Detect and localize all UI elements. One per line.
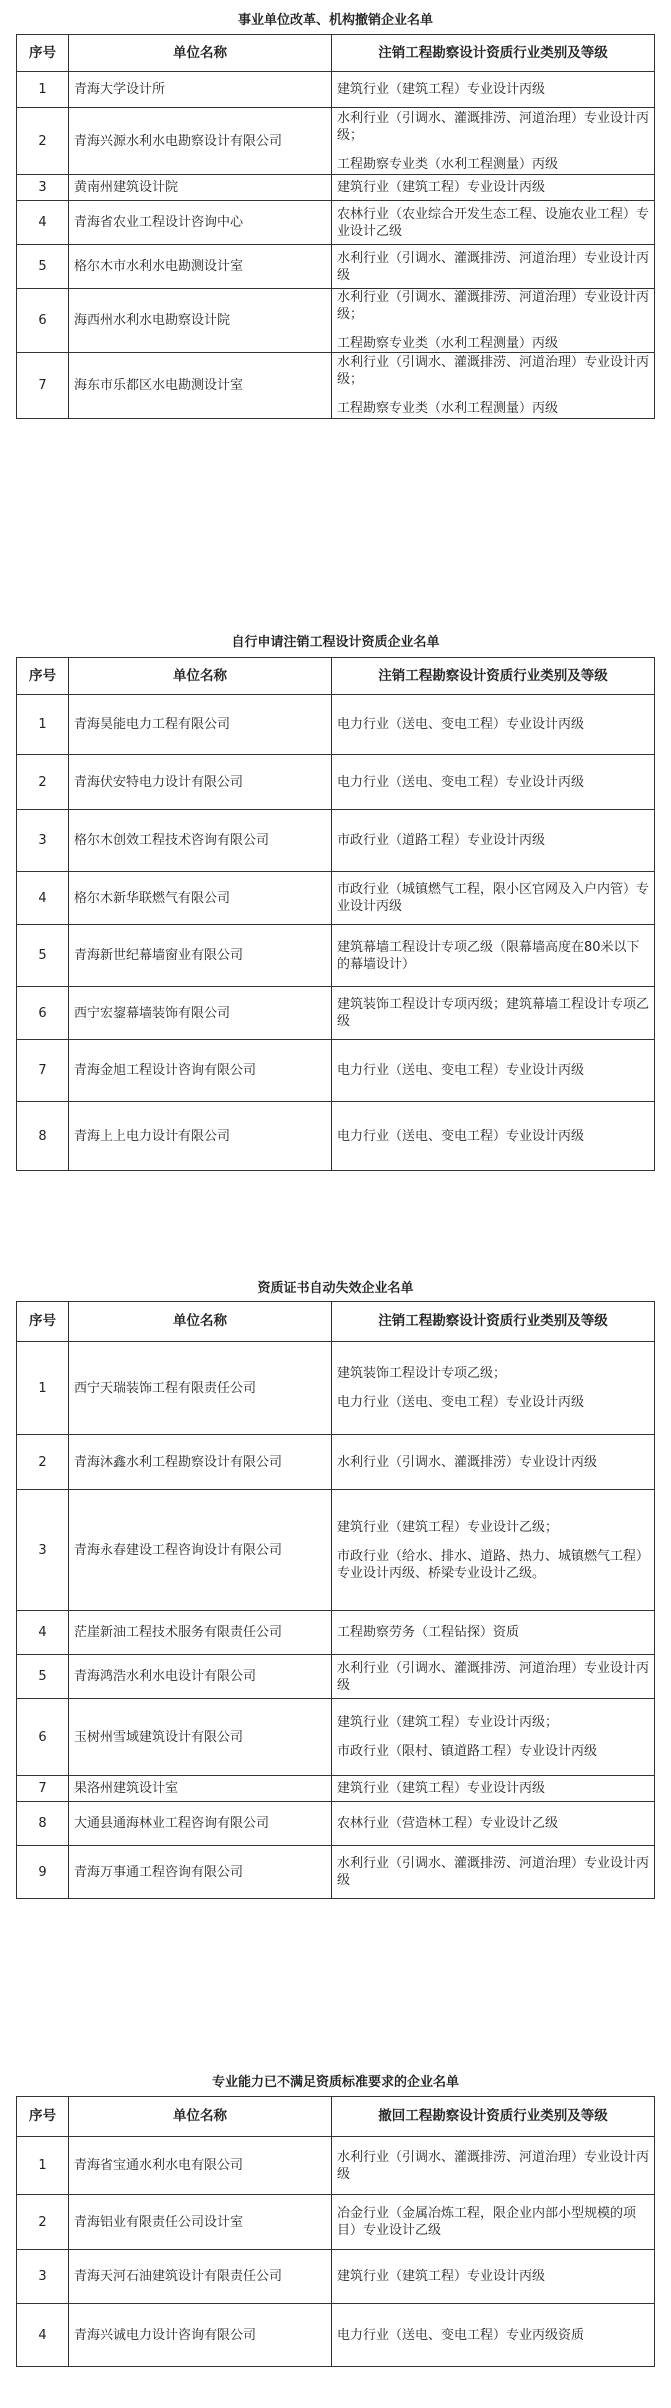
section-title: 资质证书自动失效企业名单 [257,1281,414,1296]
table-row [17,2137,655,2195]
table-row [17,201,655,245]
header-name: 单位名称 [69,2097,332,2137]
row-name: 大通县通海林业工程咨询有限公司 [69,1802,332,1846]
row-name: 青海省宝通水利水电有限公司 [69,2137,332,2195]
header-category: 注销工程勘察设计资质行业类别及等级 [332,35,655,72]
table-row [17,1342,655,1435]
row-category: 水利行业（引调水、灌溉排涝、河道治理）专业设计丙级 [332,1846,655,1899]
table-3 [16,1301,655,1899]
table-2 [16,657,655,1171]
row-no: 1 [17,695,69,755]
row-category: 市政行业（道路工程）专业设计丙级 [332,810,655,872]
table-row [17,1802,655,1846]
section-2 [0,635,671,651]
table-1 [16,34,655,419]
table-row [17,1776,655,1802]
row-category: 电力行业（送电、变电工程）专业设计丙级 [332,1102,655,1171]
row-category: 水利行业（引调水、灌溉排涝、河道治理）专业设计丙级； 工程勘察专业类（水利工程测量）丙级 [332,353,655,419]
row-no: 3 [17,175,69,201]
row-category: 冶金行业（金属冶炼工程，限企业内部小型规模的项目）专业设计乙级 [332,2195,655,2250]
row-category: 建筑装饰工程设计专项丙级；建筑幕墙工程设计专项乙级 [332,987,655,1040]
row-name: 果洛州建筑设计室 [69,1776,332,1802]
table-row [17,175,655,201]
table-row [17,1040,655,1102]
row-no: 1 [17,1342,69,1435]
row-name: 青海天河石油建筑设计有限责任公司 [69,2250,332,2304]
row-category: 建筑装饰工程设计专项乙级； 电力行业（送电、变电工程）专业设计丙级 [332,1342,655,1435]
row-no: 5 [17,925,69,987]
table-row [17,245,655,289]
row-no: 2 [17,1435,69,1490]
table-row [17,353,655,419]
row-name: 黄南州建筑设计院 [69,175,332,201]
row-name: 青海永春建设工程咨询设计有限公司 [69,1490,332,1611]
header-category: 撤回工程勘察设计资质行业类别及等级 [332,2097,655,2137]
row-no: 4 [17,201,69,245]
table-row [17,2250,655,2304]
row-category: 水利行业（引调水、灌溉排涝、河道治理）专业设计丙级； 工程勘察专业类（水利工程测量）丙级 [332,289,655,353]
table-row [17,289,655,353]
table-row [17,1655,655,1699]
row-category: 水利行业（引调水、灌溉排涝、河道治理）专业设计丙级； 工程勘察专业类（水利工程测量）丙级 [332,108,655,175]
row-no: 3 [17,2250,69,2304]
row-no: 8 [17,1102,69,1171]
row-no: 4 [17,1611,69,1655]
table-row [17,2304,655,2367]
table-row [17,1102,655,1171]
row-category: 水利行业（引调水、灌溉排涝、河道治理）专业设计丙级 [332,245,655,289]
header-name: 单位名称 [69,658,332,695]
row-category: 水利行业（引调水、灌溉排涝、河道治理）专业设计丙级 [332,2137,655,2195]
table-row [17,925,655,987]
row-no: 9 [17,1846,69,1899]
header-no: 序号 [17,2097,69,2137]
section-title: 专业能力已不满足资质标准要求的企业名单 [211,2075,459,2090]
header-no: 序号 [17,35,69,72]
row-name: 青海沐鑫水利工程勘察设计有限公司 [69,1435,332,1490]
header-no: 序号 [17,658,69,695]
section-title: 事业单位改革、机构撤销企业名单 [237,13,433,28]
row-no: 3 [17,810,69,872]
row-name: 格尔木创效工程技术咨询有限公司 [69,810,332,872]
row-category: 市政行业（城镇燃气工程，限小区官网及入户内管）专业设计丙级 [332,872,655,925]
row-category: 建筑行业（建筑工程）专业设计丙级 [332,175,655,201]
row-category: 电力行业（送电、变电工程）专业设计丙级 [332,755,655,810]
row-name: 青海大学设计所 [69,72,332,108]
row-name: 青海伏安特电力设计有限公司 [69,755,332,810]
row-category: 工程勘察劳务（工程钻探）资质 [332,1611,655,1655]
row-name: 青海新世纪幕墙窗业有限公司 [69,925,332,987]
row-no: 2 [17,2195,69,2250]
row-name: 西宁天瑞装饰工程有限责任公司 [69,1342,332,1435]
row-no: 5 [17,1655,69,1699]
row-category: 水利行业（引调水、灌溉排涝、河道治理）专业设计丙级 [332,1655,655,1699]
table-row [17,1699,655,1776]
row-no: 7 [17,353,69,419]
section-3 [0,1281,671,1297]
row-category: 建筑行业（建筑工程）专业设计丙级； 市政行业（限村、镇道路工程）专业设计丙级 [332,1699,655,1776]
section-4 [0,2075,671,2091]
row-name: 海西州水利水电勘察设计院 [69,289,332,353]
table-row [17,755,655,810]
row-name: 青海金旭工程设计咨询有限公司 [69,1040,332,1102]
header-category: 注销工程勘察设计资质行业类别及等级 [332,658,655,695]
row-category: 电力行业（送电、变电工程）专业设计丙级 [332,1040,655,1102]
header-name: 单位名称 [69,1302,332,1342]
table-row [17,987,655,1040]
row-name: 青海兴诚电力设计咨询有限公司 [69,2304,332,2367]
table-4 [16,2096,655,2367]
table-row [17,108,655,175]
table-row [17,1435,655,1490]
section-title: 自行申请注销工程设计资质企业名单 [231,635,440,650]
row-no: 7 [17,1776,69,1802]
row-name: 玉树州雪域建筑设计有限公司 [69,1699,332,1776]
row-category: 农林行业（农业综合开发生态工程、设施农业工程）专业设计乙级 [332,201,655,245]
row-name: 青海鸿浩水利水电设计有限公司 [69,1655,332,1699]
header-name: 单位名称 [69,35,332,72]
table-row [17,810,655,872]
row-name: 西宁宏鋆幕墙装饰有限公司 [69,987,332,1040]
row-category: 电力行业（送电、变电工程）专业丙级资质 [332,2304,655,2367]
row-category: 农林行业（营造林工程）专业设计乙级 [332,1802,655,1846]
table-row [17,72,655,108]
row-name: 青海昊能电力工程有限公司 [69,695,332,755]
section-1 [0,13,671,29]
row-name: 青海铝业有限责任公司设计室 [69,2195,332,2250]
header-category: 注销工程勘察设计资质行业类别及等级 [332,1302,655,1342]
row-no: 5 [17,245,69,289]
row-no: 8 [17,1802,69,1846]
row-no: 6 [17,289,69,353]
table-row [17,1846,655,1899]
row-name: 青海上上电力设计有限公司 [69,1102,332,1171]
row-category: 建筑行业（建筑工程）专业设计丙级 [332,2250,655,2304]
row-name: 格尔木新华联燃气有限公司 [69,872,332,925]
row-category: 建筑行业（建筑工程）专业设计丙级 [332,72,655,108]
row-no: 4 [17,872,69,925]
row-no: 1 [17,72,69,108]
row-no: 7 [17,1040,69,1102]
row-no: 6 [17,987,69,1040]
row-no: 6 [17,1699,69,1776]
row-category: 建筑幕墙工程设计专项乙级（限幕墙高度在80米以下的幕墙设计） [332,925,655,987]
header-no: 序号 [17,1302,69,1342]
row-category: 水利行业（引调水、灌溉排涝）专业设计丙级 [332,1435,655,1490]
table-row [17,695,655,755]
table-row [17,872,655,925]
row-no: 3 [17,1490,69,1611]
table-row [17,1490,655,1611]
row-no: 2 [17,755,69,810]
table-row [17,2195,655,2250]
row-no: 2 [17,108,69,175]
row-name: 青海兴源水利水电勘察设计有限公司 [69,108,332,175]
row-name: 格尔木市水利水电勘测设计室 [69,245,332,289]
row-no: 4 [17,2304,69,2367]
row-name: 海东市乐都区水电勘测设计室 [69,353,332,419]
table-row [17,1611,655,1655]
row-name: 青海万事通工程咨询有限公司 [69,1846,332,1899]
row-category: 电力行业（送电、变电工程）专业设计丙级 [332,695,655,755]
row-no: 1 [17,2137,69,2195]
row-category: 建筑行业（建筑工程）专业设计乙级； 市政行业（给水、排水、道路、热力、城镇燃气工程）专业设计丙级、桥梁专业设计乙级。 [332,1490,655,1611]
row-category: 建筑行业（建筑工程）专业设计丙级 [332,1776,655,1802]
row-name: 青海省农业工程设计咨询中心 [69,201,332,245]
row-name: 茫崖新油工程技术服务有限责任公司 [69,1611,332,1655]
